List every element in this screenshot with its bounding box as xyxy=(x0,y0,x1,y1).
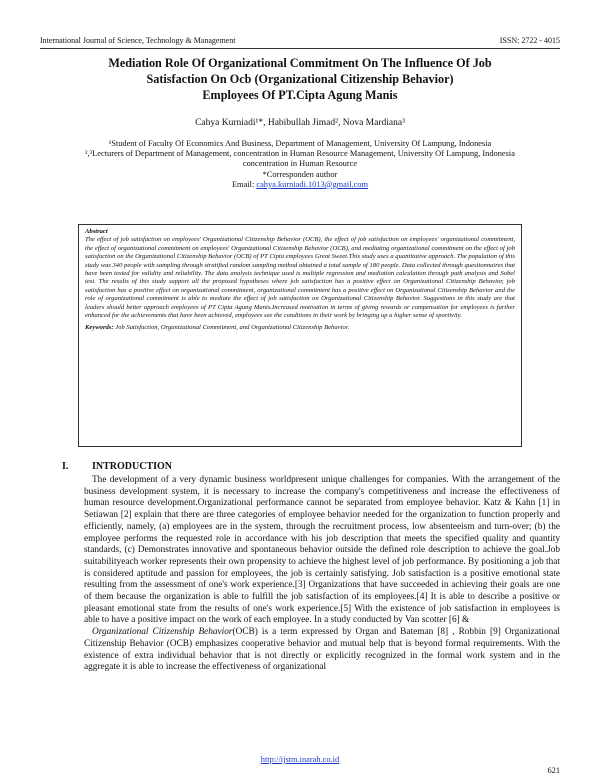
paper-title xyxy=(60,55,540,103)
page-number: 621 xyxy=(547,766,560,775)
affiliations xyxy=(40,139,560,190)
section-title: INTRODUCTION xyxy=(92,461,173,472)
journal-url-link[interactable]: http://ijstm.inarah.co.id xyxy=(260,755,340,764)
corresponding-author: *Corresponden author xyxy=(262,169,338,179)
abstract-text: The effect of job satisfaction on employees' Organizational Citizenship Behavior (OCB), the effect of job satisfaction on employees' organizational commitment, the effect of organizational commitment on employees' Organizational Citizenship Behavior (OCB), and mediating organizational commitment on the effect of job satisfaction on the Organizational Citizenship Behavior (OCB) of PT Cipta employees Great Sweet.This study uses a quantitative approach. The population of this study was 340 people with sampling through stratified random sampling method obtained a total sample of 180 people. Data collected through questionnaires that have been tested for validity and reliability. The data analysis technique used is multiple regression and mediation calculation through path analysis and Sobel test. The results of this study support all the proposed hypotheses where job satisfaction has a positive effect on Organizational Citizenship Behavior, job satisfaction has a positive effect on organizational commitment, organizational commitment has a positive effect on Organizational Citizenship Behavior and the role of organizational commitment is able to mediate the effect of job satisfaction on Organizational Citizenship Behavior. Suggestions in this study are that leaders should better approach employees of PT Cipta Agung Manis.Increased motivation in terms of giving rewards or compensation for employees is further enhanced for the achievements that have been achieved, employees see the conditions in their work by bringing up a higher sense of sportivity. xyxy=(85,236,515,320)
keywords-label: Keywords: xyxy=(85,324,114,332)
title-line-1: Mediation Role Of Organizational Commitment On The Influence Of Job xyxy=(108,56,492,70)
affiliation-3: concentration in Human Resource xyxy=(242,159,358,169)
keywords xyxy=(85,324,515,332)
paragraph-2 xyxy=(84,627,560,674)
header-rule xyxy=(40,48,560,49)
section-heading xyxy=(62,461,172,472)
authors: Cahya Kurniadi¹*, Habibullah Jimad², Nova Mardiana³ xyxy=(195,118,405,128)
keywords-text: Job Satisfaction, Organizational Commitment, and Organizational Citizenship Behavior. xyxy=(113,324,350,332)
email-line xyxy=(40,180,560,190)
paragraph-1: The development of a very dynamic business worldpresent unique challenges for companies. With the arrangement of the business development system, it is necessary to increase the company's competitiveness and increase the effectiveness of human resource development.Organizational performance cannot be separated from employee behavior. Katz & Kahn [1] in Setiawan [2] explain that there are three categories of employee behavior needed for the organization to function properly and efficiently, namely, (a) employees are in the system, through the recruitment process, low absenteeism and turn-over; (b) the employee performs the requested role in accordance with his job description that meets the specified quality and quantity standards, (c) Demonstrates innovative and spontaneous behavior outside the defined role description to achieve the goal.Job suitabilityeach worker represents their own propensity to achieve the highest level of job performance. By positioning a job that is considered aptitude and passion for employees, the job is certainly satisfying. Job satisfaction is a positive emotional state resulting from the assessment of one's work experience.[3] Organizations that have succeeded in achieving their goals are one of them because the organization is able to fulfill the job satisfaction of its employees.[4] It is able to describe a positive or pleasant emotional state from the results of one's work experience.[5] With the existence of job satisfaction in employees is able to have a positive impact on the work of each employee. In a study conducted by Van scotter [6] & xyxy=(84,475,560,626)
body-text xyxy=(84,475,560,674)
abstract-label: Abstract xyxy=(85,228,108,235)
title-line-3: Employees Of PT.Cipta Agung Manis xyxy=(202,88,398,102)
abstract-box xyxy=(78,224,522,447)
ocb-term: Organizational Citizenship Behavior xyxy=(92,627,233,638)
email-label: Email: xyxy=(231,179,257,189)
journal-name: International Journal of Science, Technology & Management xyxy=(40,36,236,45)
affiliation-2: ²,³Lecturers of Department of Management, concentration in Human Resource Management, University Of Lampung, Indonesia xyxy=(85,149,515,159)
running-header xyxy=(40,36,560,45)
section-number: I. xyxy=(62,461,69,472)
issn: ISSN: 2722 - 4015 xyxy=(499,36,560,45)
affiliation-1: ¹Student of Faculty Of Economics And Business, Department of Management, University Of Lampung, Indonesia xyxy=(108,139,492,148)
footer xyxy=(0,755,600,764)
title-line-2: Satisfaction On Ocb (Organizational Citizenship Behavior) xyxy=(146,72,454,86)
paragraph-2-text: (OCB) is a term expressed by Organ and Bateman [8] , Robbin [9] Organizational Citizenship Behavior (OCB) emphasizes cooperative behavior and mutual help that is beyond formal requirements. With the existence of extra individual behavior that is not directly or explicitly recognized in the formal work system and in the aggregate it is able to increase the effectiveness of organizational xyxy=(84,627,560,673)
email-link[interactable]: cahya.kurniadi.1013@gmail.com xyxy=(256,179,369,189)
